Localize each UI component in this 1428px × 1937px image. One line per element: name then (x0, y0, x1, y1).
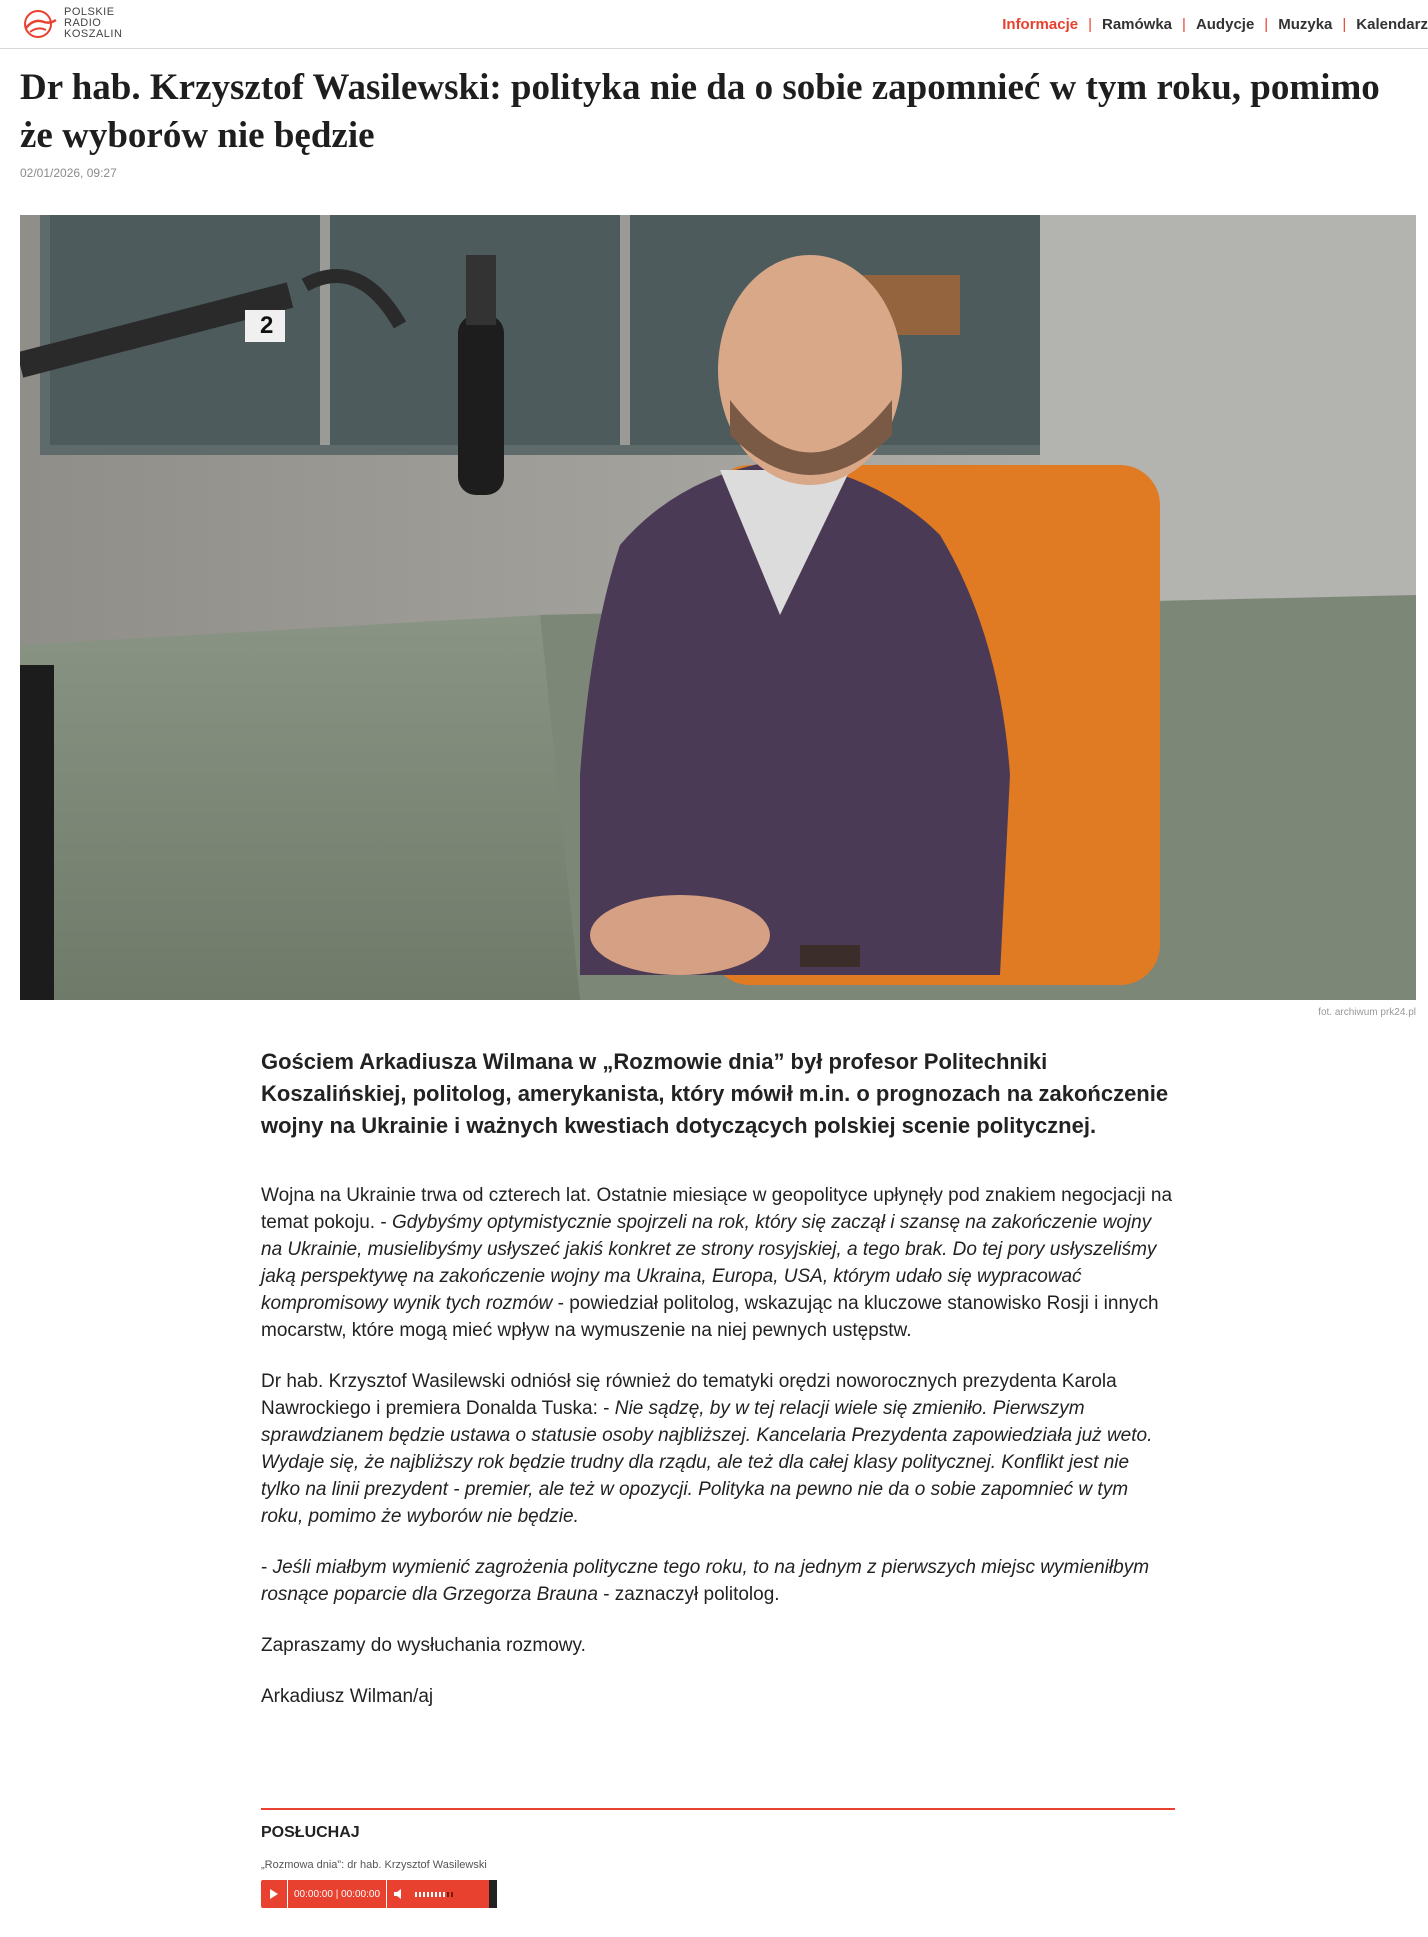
nav-item-muzyka[interactable]: Muzyka (1278, 16, 1333, 33)
volume-segment (435, 1892, 437, 1897)
article-author: Arkadiusz Wilman/aj (261, 1686, 434, 1707)
nav-item-audycje[interactable]: Audycje (1195, 16, 1255, 33)
play-button[interactable] (261, 1880, 288, 1908)
volume-segment (451, 1892, 453, 1897)
play-icon (269, 1888, 279, 1900)
audio-time: 00:00:00 | 00:00:00 (288, 1880, 387, 1908)
nav-item-ramowka[interactable]: Ramówka (1102, 16, 1173, 33)
photo-credit: fot. archiwum prk24.pl (1318, 1007, 1416, 1018)
nav-separator: | (1182, 16, 1186, 33)
volume-segment (443, 1892, 445, 1897)
volume-segment (423, 1892, 425, 1897)
article-photo (20, 215, 1416, 1000)
volume-segment (419, 1892, 421, 1897)
p3-text-b: - zaznaczył politolog. (597, 1584, 780, 1605)
paragraph-4: Zapraszamy do wysłuchania rozmowy. (261, 1635, 586, 1656)
site-logo[interactable] (20, 6, 150, 42)
p2-quote: Nie sądzę, by w tej relacji wiele się zmieniło. Pierwszym sprawdzianem będzie ustawa o statusie osoby najbliższej. Kancelaria Prezydenta zapowiedziała już weto. Wydaje się, że najbliższy rok będzie trudny dla rządu, ale też dla całej klasy politycznej. Konflikt jest nie tylko na linii prezydent - premier, ale też w opozycji. Polityka na pewno nie da o sobie zapomnieć w tym roku, pomimo że wyborów nie będzie. (261, 1398, 1153, 1527)
paragraph-2 (261, 1368, 1173, 1530)
studio-guest-photo (20, 215, 1416, 1000)
volume-slider[interactable] (411, 1892, 453, 1897)
volume-segment (447, 1892, 449, 1897)
listen-heading: POSŁUCHAJ (261, 1824, 360, 1841)
mic-number: 2 (260, 312, 274, 339)
p3-text-a: - (261, 1557, 273, 1578)
p1-quote: Gdybyśmy optymistycznie spojrzeli na rok, który się zaczął i szansę na zakończenie wojny na Ukrainie, musielibyśmy usłyszeć jakiś konkret ze strony rosyjskiej, a tego brak. Do tej pory usłyszeliśmy jaką perspektywę na zakończenie wojny ma Ukraina, Europa, USA, którym udało się wypracować kompromisowy wynik tych rozmów (261, 1212, 1157, 1314)
radio-logo-icon (20, 8, 60, 40)
logo-text (64, 7, 122, 40)
logo-line-2: RADIO (64, 17, 102, 29)
section-divider (261, 1808, 1175, 1810)
audio-player (261, 1880, 497, 1908)
p1-text-b: - powiedział politolog, wskazując na kluczowe stanowisko Rosji i innych mocarstw, które mogą mieć wpływ na wymuszenie na niej pewnych ustępstw. (261, 1293, 1159, 1341)
p3-quote: Jeśli miałbym wymienić zagrożenia polityczne tego roku, to na jednym z pierwszych miejsc wymieniłbym rosnące poparcie dla Grzegorza Brauna (261, 1557, 1150, 1605)
nav-separator: | (1264, 16, 1269, 33)
volume-segment (415, 1892, 417, 1897)
article-lead: Gościem Arkadiusza Wilmana w „Rozmowie dnia” był profesor Politechniki Koszalińskiej, politolog, amerykanista, który mówił m.in. o prognozach na zakończenie wojny na Ukrainie i ważnych kwestiach dotyczących polskiej scenie politycznej. (261, 1049, 1169, 1138)
nav-separator: | (1088, 16, 1092, 33)
paragraph-3 (261, 1554, 1173, 1608)
audio-title: „Rozmowa dnia”: dr hab. Krzysztof Wasilewski (261, 1859, 487, 1871)
logo-line-3: KOSZALIN (64, 28, 123, 40)
volume-segment (427, 1892, 429, 1897)
volume-segment (439, 1892, 441, 1897)
nav-separator: | (1342, 16, 1347, 33)
article-title: Dr hab. Krzysztof Wasilewski: polityka nie da o sobie zapomnieć w tym roku, pomimo że wyborów nie będzie (20, 67, 1380, 156)
article-body (261, 1046, 1173, 1734)
paragraph-1 (261, 1182, 1173, 1344)
nav-item-kalendarz[interactable]: Kalendarz (1356, 16, 1428, 33)
nav-item-informacje[interactable]: Informacje (1002, 16, 1079, 33)
main-nav (1002, 16, 1428, 33)
speaker-icon (393, 1888, 405, 1900)
article-date: 02/01/2026, 09:27 (20, 166, 117, 180)
p2-text-a: Dr hab. Krzysztof Wasilewski odniósł się również do tematyki orędzi noworocznych prezydenta Karola Nawrockiego i premiera Donalda Tuska: - (261, 1371, 1117, 1419)
volume-max-button[interactable] (489, 1880, 497, 1908)
volume-segment (431, 1892, 433, 1897)
p1-text-a: Wojna na Ukrainie trwa od czterech lat. Ostatnie miesiące w geopolityce upłynęły pod znakiem negocjacji na temat pokoju. - (261, 1185, 1173, 1233)
site-header (0, 0, 1428, 49)
logo-line-1: POLSKIE (64, 6, 115, 18)
mute-button[interactable] (387, 1880, 411, 1908)
